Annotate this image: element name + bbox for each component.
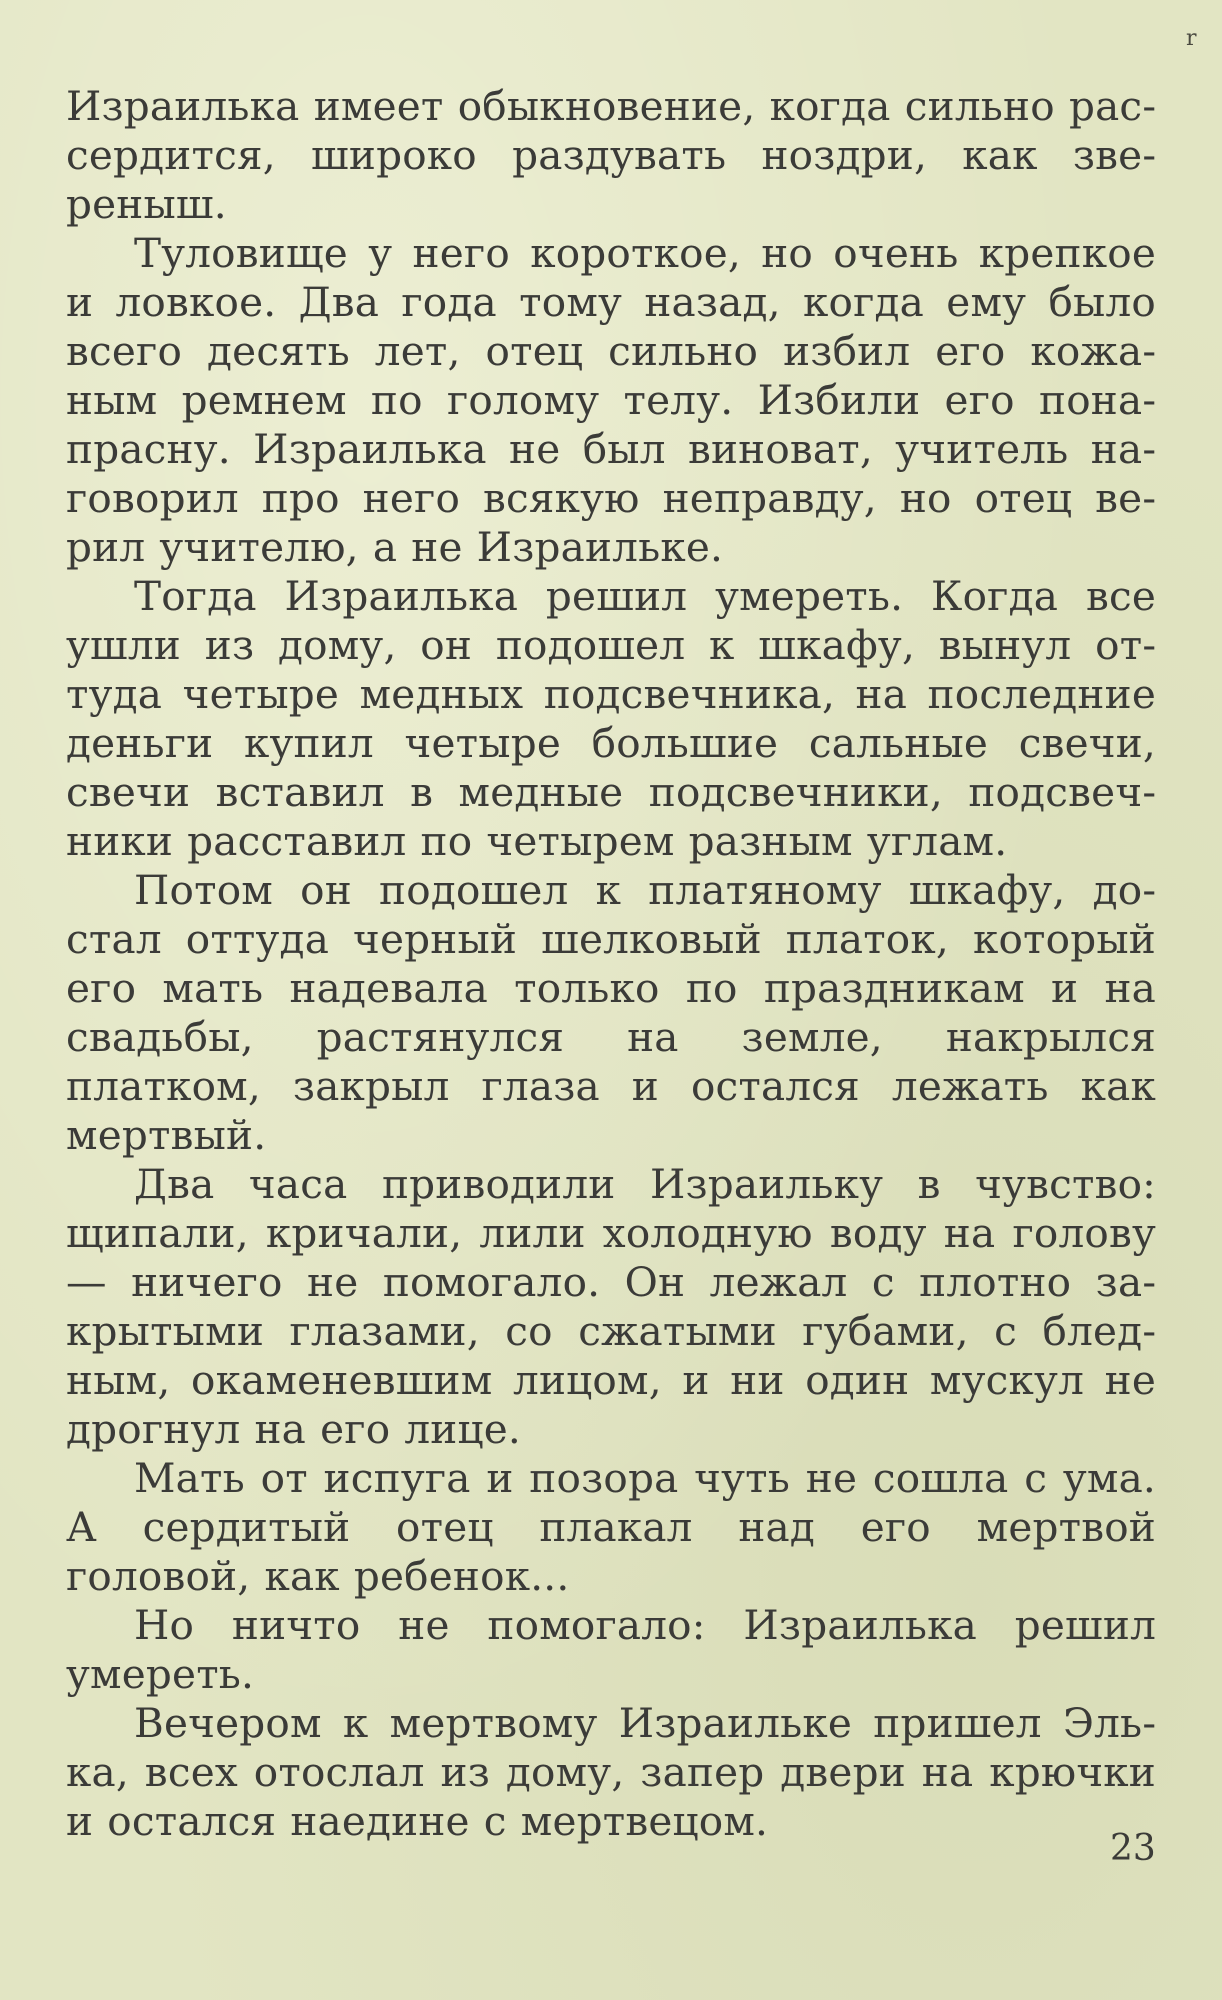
paragraph-3: Тогда Израилька решил умереть. Когда все ушли из дому, он подошел к шкафу, вынул оттуда четыре медных подсвечника, на последние деньги купил четыре большие сальные свечи, свечи вставил в медные подсвечники, подсвечники расставил по четырем разным углам. xyxy=(66,572,1156,865)
paragraph-2: Туловище у него короткое, но очень крепкое и ловкое. Два года тому назад, когда ему было всего десять лет, отец сильно избил его кожаным ремнем по голому телу. Избили его понапрасну. Израилька не был виноват, учитель наговорил про него всякую неправду, но отец верил учителю, а не Израильке. xyxy=(66,229,1156,571)
paragraph-1: Израилька имеет обыкновение, когда сильно рассердится, широко раздувать ноздри, как звереныш. xyxy=(66,82,1156,228)
page-text xyxy=(66,82,1156,1846)
paragraph-6: Мать от испуга и позора чуть не сошла с ума. А сердитый отец плакал над его мертвой головой, как ребенок... xyxy=(66,1454,1156,1600)
paragraph-8: Вечером к мертвому Израильке пришел Элька, всех отослал из дому, запер двери на крючки и остался наедине с мертвецом. xyxy=(66,1699,1156,1845)
corner-mark: r xyxy=(1186,26,1197,51)
paragraph-7: Но ничто не помогало: Израилька решил умереть. xyxy=(66,1601,1156,1698)
paragraph-5: Два часа приводили Израильку в чувство: щипали, кричали, лили холодную воду на голову — ничего не помогало. Он лежал с плотно закрытыми глазами, со сжатыми губами, с бледным, окаменевшим лицом, и ни один мускул не дрогнул на его лице. xyxy=(66,1160,1156,1453)
paragraph-4: Потом он подошел к платяному шкафу, достал оттуда черный шелковый платок, который его мать надевала только по праздникам и на свадьбы, растянулся на земле, накрылся платком, закрыл глаза и остался лежать как мертвый. xyxy=(66,866,1156,1159)
page-number: 23 xyxy=(1110,1828,1156,1869)
